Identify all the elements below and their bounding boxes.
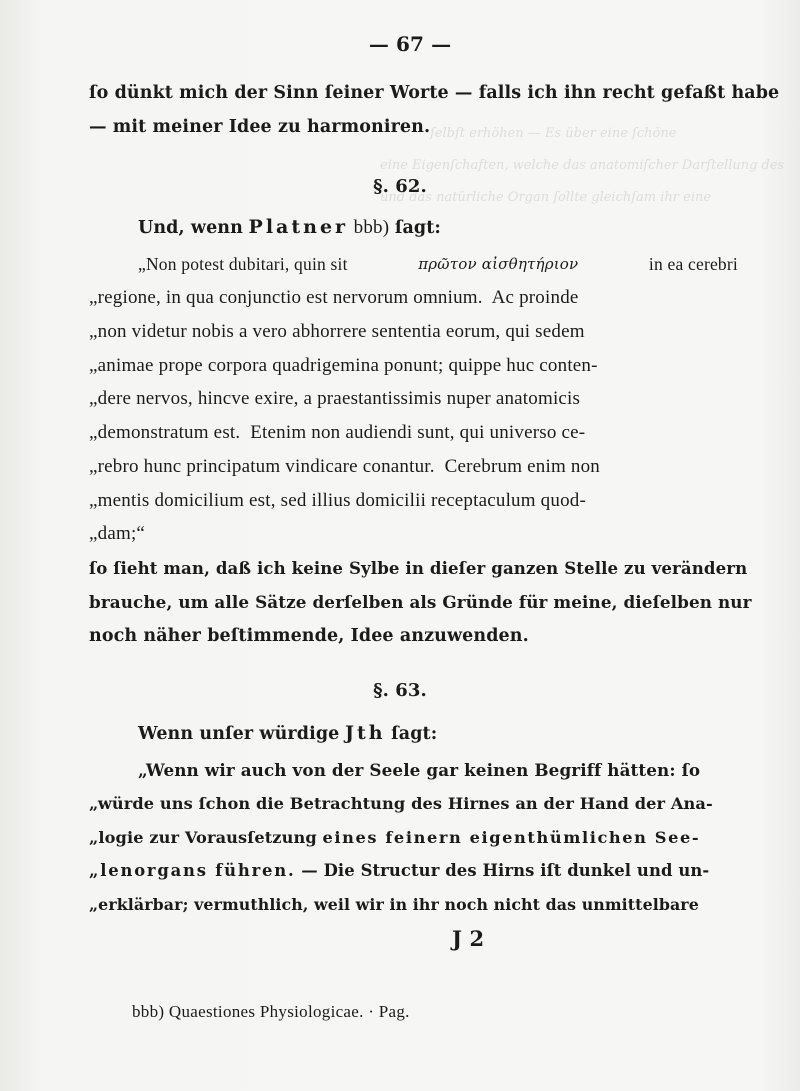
quote-line bbox=[89, 860, 709, 882]
footnote-ref: bbb) bbox=[353, 217, 390, 238]
quote-line: „Wenn wir auch von der Seele gar keinen Begriff hätten: ſo bbox=[138, 760, 701, 780]
section-heading: §. 63. bbox=[373, 680, 427, 701]
section-heading: §. 62. bbox=[373, 176, 427, 197]
quote-line: „animae prope corpora quadrigemina ponunt; quippe huc conten- bbox=[89, 355, 598, 376]
intro-suffix: ſagt: bbox=[391, 724, 438, 744]
quote-line: „dam;“ bbox=[89, 523, 146, 544]
text-line: ſo ſieht man, daß ich keine Sylbe in dieſer ganzen Stelle zu verändern bbox=[89, 558, 748, 578]
quote-line: „rebro hunc principatum vindicare conantur. Cerebrum enim non bbox=[89, 456, 600, 477]
signature-mark: J 2 bbox=[452, 926, 485, 951]
author-name: Jth bbox=[344, 722, 386, 744]
text-line-content: ſo dünkt mich der Sinn ſeiner Worte — falls ich ihn recht gefaßt habe bbox=[89, 83, 780, 103]
intro-prefix: Und, wenn bbox=[138, 218, 243, 238]
quote-line: „non videtur nobis a vero abhorrere sententia eorum, qui sedem bbox=[89, 321, 585, 342]
section-intro bbox=[138, 722, 437, 745]
bleed-through-text: eine Eigenſchaften, welche das anatomiſcher Darſtellung des bbox=[380, 158, 785, 173]
footnote: bbb) Quaestiones Physiologicae. · Pag. bbox=[132, 1002, 410, 1021]
quote-text: „Non potest dubitari, quin sit bbox=[138, 254, 348, 274]
text-line bbox=[89, 82, 780, 104]
intro-suffix: ſagt: bbox=[394, 218, 441, 238]
emphasized-text: eines feinern eigenthümlichen See- bbox=[322, 828, 701, 847]
section-intro bbox=[138, 216, 441, 239]
quote-line: „demonstratum est. Etenim non audiendi sunt, qui universo ce- bbox=[89, 422, 586, 443]
quote-line: „erklärbar; vermuthlich, weil wir in ihr noch nicht das unmittelbare bbox=[89, 895, 699, 914]
quote-line: „regione, in qua conjunctio est nervorum omnium. Ac proinde bbox=[89, 287, 579, 308]
text-line: — mit meiner Idee zu harmoniren. bbox=[89, 117, 431, 137]
emphasized-text: „lenorgans führen. bbox=[89, 861, 296, 880]
author-name: Platner bbox=[248, 216, 349, 238]
intro-prefix: Wenn unſer würdige bbox=[138, 724, 340, 744]
page-number: — 67 — bbox=[368, 32, 452, 56]
quote-line bbox=[138, 253, 738, 275]
text-line: noch näher beſtimmende, Idee anzuwenden. bbox=[89, 626, 529, 646]
bleed-through-text: und das natürliche Organ ſollte gleichſam ihr eine bbox=[380, 190, 712, 205]
quote-line bbox=[89, 827, 700, 849]
text-line: brauche, um alle Sätze derſelben als Gründe für meine, dieſelben nur bbox=[89, 592, 752, 612]
quote-text: „logie zur Vorausſetzung bbox=[89, 828, 317, 847]
quote-line: „dere nervos, hincve exire, a praestantissimis nuper anatomicis bbox=[89, 388, 581, 409]
quote-text: in ea cerebri bbox=[648, 254, 738, 274]
bleed-through-text: ſelbſt erhöhen — Es über eine ſchöne bbox=[430, 126, 677, 141]
quote-line: „würde uns ſchon die Betrachtung des Hirnes an der Hand der Ana- bbox=[89, 794, 713, 813]
greek-term: πρῶτον αἰσθητήριον bbox=[418, 255, 579, 273]
quote-line: „mentis domicilium est, sed illius domicilii receptaculum quod- bbox=[89, 490, 587, 511]
quote-text: — Die Structur des Hirns iſt dunkel und un- bbox=[301, 861, 710, 880]
